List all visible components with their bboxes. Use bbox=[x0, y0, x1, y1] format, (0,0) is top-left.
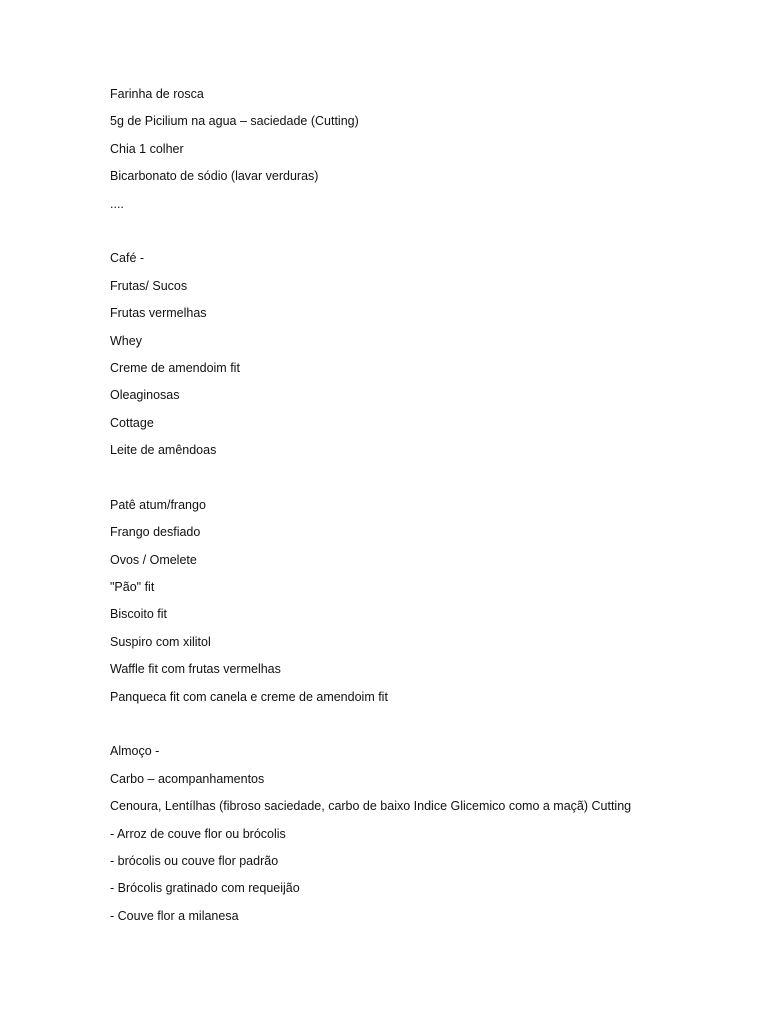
text-line: Carbo – acompanhamentos bbox=[110, 771, 265, 786]
text-line: Oleaginosas bbox=[110, 388, 180, 403]
text-line: Farinha de rosca bbox=[110, 87, 204, 101]
text-line: Waffle fit com frutas vermelhas bbox=[110, 662, 281, 677]
blank-line bbox=[110, 714, 730, 741]
text-line: Ovos / Omelete bbox=[110, 552, 197, 567]
text-line: Leite de amêndoas bbox=[110, 443, 217, 458]
list-item: - Brócolis gratinado com requeijão bbox=[110, 881, 300, 896]
blank-line bbox=[110, 467, 730, 494]
text-line: Chia 1 colher bbox=[110, 141, 184, 156]
text-line: Cenoura, Lentílhas (fibroso saciedade, carbo de baixo Indice Glicemico como a maçã) Cutting bbox=[110, 799, 632, 814]
list-item: - brócolis ou couve flor padrão bbox=[110, 853, 279, 868]
text-line: Cottage bbox=[110, 415, 154, 430]
text-line: Bicarbonato de sódio (lavar verduras) bbox=[110, 169, 319, 184]
text-line: Panqueca fit com canela e creme de amendoim fit bbox=[110, 689, 388, 704]
list-item: - Arroz de couve flor ou brócolis bbox=[110, 826, 286, 841]
text-line: Frutas vermelhas bbox=[110, 306, 207, 321]
text-line: Frutas/ Sucos bbox=[110, 278, 188, 293]
text-line: Suspiro com xilitol bbox=[110, 634, 211, 649]
text-line: Patê atum/frango bbox=[110, 497, 206, 512]
section-heading: Almoço - bbox=[110, 744, 160, 759]
text-line: Biscoito fit bbox=[110, 607, 167, 622]
text-line: 5g de Picilium na agua – saciedade (Cutting) bbox=[110, 114, 359, 129]
text-line: .... bbox=[110, 196, 124, 211]
text-line: Whey bbox=[110, 333, 142, 348]
list-item: - Couve flor a milanesa bbox=[110, 908, 239, 923]
text-line: Creme de amendoim fit bbox=[110, 360, 240, 375]
text-line: Frango desfiado bbox=[110, 525, 201, 540]
text-line: "Pão" fit bbox=[110, 580, 155, 595]
document-body bbox=[110, 84, 730, 933]
section-heading: Café - bbox=[110, 251, 145, 266]
blank-line bbox=[110, 221, 730, 248]
